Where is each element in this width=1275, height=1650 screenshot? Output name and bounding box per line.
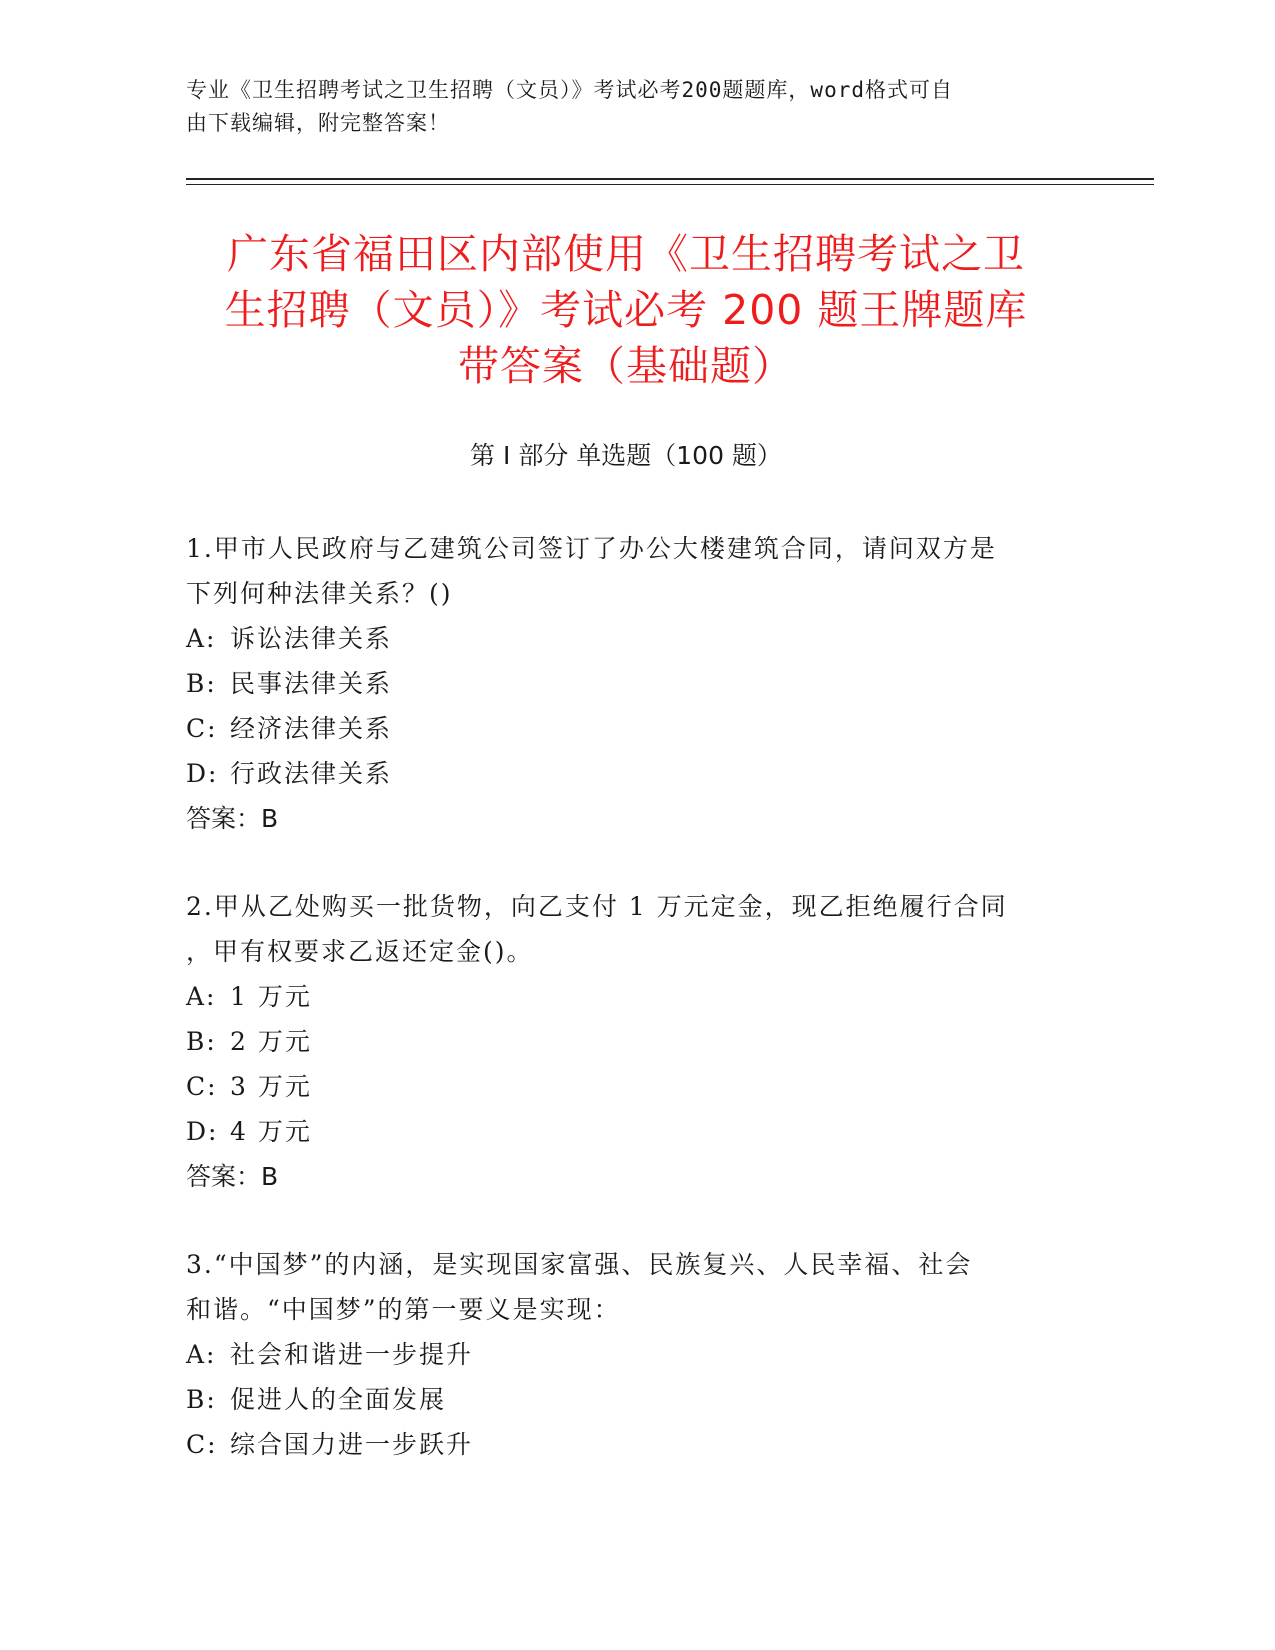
- option-text: 行政法律关系: [230, 759, 393, 788]
- option-c: [186, 1422, 1066, 1467]
- option-b: [186, 661, 1066, 706]
- header-note: [186, 74, 1066, 140]
- document-title: [186, 226, 1066, 394]
- option-text: 社会和谐进一步提升: [230, 1340, 474, 1369]
- title-line: 带答案（基础题）: [458, 342, 794, 390]
- option-letter: C:: [186, 1072, 218, 1101]
- question-list: [186, 526, 1066, 1510]
- question-3: [186, 1242, 1066, 1467]
- option-text: 4 万元: [230, 1117, 312, 1146]
- option-letter: D:: [186, 759, 219, 788]
- question-2: [186, 884, 1066, 1199]
- option-text: 促进人的全面发展: [230, 1385, 447, 1414]
- question-stem: 下列何种法律关系？(): [186, 579, 453, 608]
- option-b: [186, 1019, 1066, 1064]
- option-text: 1 万元: [230, 982, 312, 1011]
- option-letter: B:: [186, 1385, 217, 1414]
- option-c: [186, 1064, 1066, 1109]
- answer-line: 答案：B: [186, 804, 279, 833]
- header-note-line: 由下载编辑，附完整答案！: [186, 111, 450, 135]
- option-letter: B:: [186, 1027, 217, 1056]
- option-letter: A:: [186, 624, 217, 653]
- question-stem: 2.甲从乙处购买一批货物，向乙支付 1 万元定金，现乙拒绝履行合同: [186, 892, 1008, 921]
- option-b: [186, 1377, 1066, 1422]
- option-letter: A:: [186, 1340, 217, 1369]
- option-letter: C:: [186, 1430, 218, 1459]
- option-text: 民事法律关系: [230, 669, 393, 698]
- option-text: 2 万元: [230, 1027, 312, 1056]
- answer-line: 答案：B: [186, 1162, 279, 1191]
- title-line: 生招聘（文员）》考试必考 200 题王牌题库: [224, 286, 1028, 334]
- option-letter: D:: [186, 1117, 219, 1146]
- title-line: 广东省福田区内部使用《卫生招聘考试之卫: [227, 230, 1025, 278]
- question-stem: 1.甲市人民政府与乙建筑公司签订了办公大楼建筑合同，请问双方是: [186, 534, 997, 563]
- section-title: 第 I 部分 单选题（100 题）: [470, 441, 782, 470]
- option-d: [186, 751, 1066, 796]
- question-1: [186, 526, 1066, 841]
- option-letter: C:: [186, 714, 218, 743]
- option-text: 经济法律关系: [230, 714, 393, 743]
- option-letter: B:: [186, 669, 217, 698]
- question-stem: 和谐。“中国梦”的第一要义是实现：: [186, 1295, 621, 1324]
- option-text: 诉讼法律关系: [230, 624, 393, 653]
- option-d: [186, 1109, 1066, 1154]
- question-stem: ，甲有权要求乙返还定金()。: [186, 937, 534, 966]
- option-a: [186, 974, 1066, 1019]
- option-text: 综合国力进一步跃升: [230, 1430, 474, 1459]
- question-stem: 3.“中国梦”的内涵，是实现国家富强、民族复兴、人民幸福、社会: [186, 1250, 973, 1279]
- option-a: [186, 616, 1066, 661]
- header-note-line: 专业《卫生招聘考试之卫生招聘（文员）》考试必考200题题库，word格式可自: [186, 78, 953, 102]
- option-text: 3 万元: [230, 1072, 312, 1101]
- header-divider-thin: [186, 184, 1154, 185]
- header-divider: [186, 178, 1154, 180]
- option-letter: A:: [186, 982, 217, 1011]
- option-a: [186, 1332, 1066, 1377]
- option-c: [186, 706, 1066, 751]
